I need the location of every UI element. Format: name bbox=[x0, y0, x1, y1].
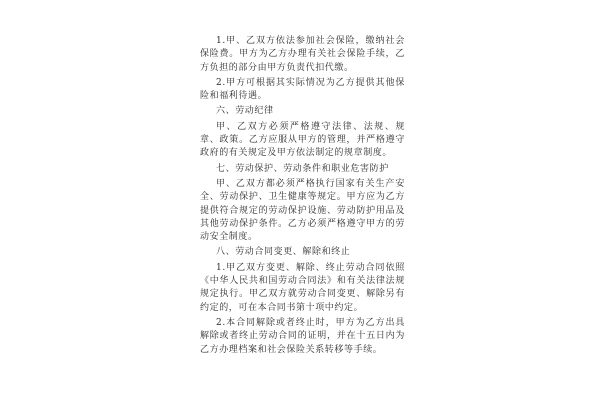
contract-page bbox=[200, 35, 405, 359]
paragraph-labor-discipline: 甲、乙双方必须严格遵守法律、法规、规章、政策。乙方应服从甲方的管理，并严格遵守政府的有关规定及甲方依法制定的规章制度。 bbox=[200, 121, 405, 159]
section-heading-labor-discipline: 六、劳动纪律 bbox=[216, 106, 274, 117]
section-heading-labor-protection: 七、劳动保护、劳动条件和职业危害防护 bbox=[216, 163, 389, 174]
paragraph-social-insurance-1: 1.甲、乙双方依法参加社会保险，缴纳社会保险费。甲方为乙方办理有关社会保险手续，乙方负担的部分由甲方负责代扣代缴。 bbox=[200, 36, 405, 73]
paragraph-labor-protection: 甲、乙双方都必须严格执行国家有关生产安全、劳动保护、卫生健康等规定。甲方应为乙方提供符合规定的劳动保护设施、劳动防护用品及其他劳动保护条件。乙方必须严格遵守甲方的劳动安全制度。 bbox=[200, 178, 405, 243]
paragraph-contract-change-1: 1.甲乙双方变更、解除、终止劳动合同依照《中华人民共和国劳动合同法》和有关法律法规规定执行。甲乙双方就劳动合同变更、解除另有约定的，可在本合同书第十项中约定。 bbox=[200, 262, 405, 313]
paragraph-contract-change-2: 2.本合同解除或者终止时，甲方为乙方出具解除或者终止劳动合同的证明，并在十五日内为乙方办理档案和社会保险关系转移等手续。 bbox=[200, 317, 405, 355]
section-heading-contract-change: 八、劳动合同变更、解除和终止 bbox=[216, 247, 351, 258]
paragraph-social-insurance-2: 2.甲方可根据其实际情况为乙方提供其他保险和福利待遇。 bbox=[200, 77, 405, 102]
